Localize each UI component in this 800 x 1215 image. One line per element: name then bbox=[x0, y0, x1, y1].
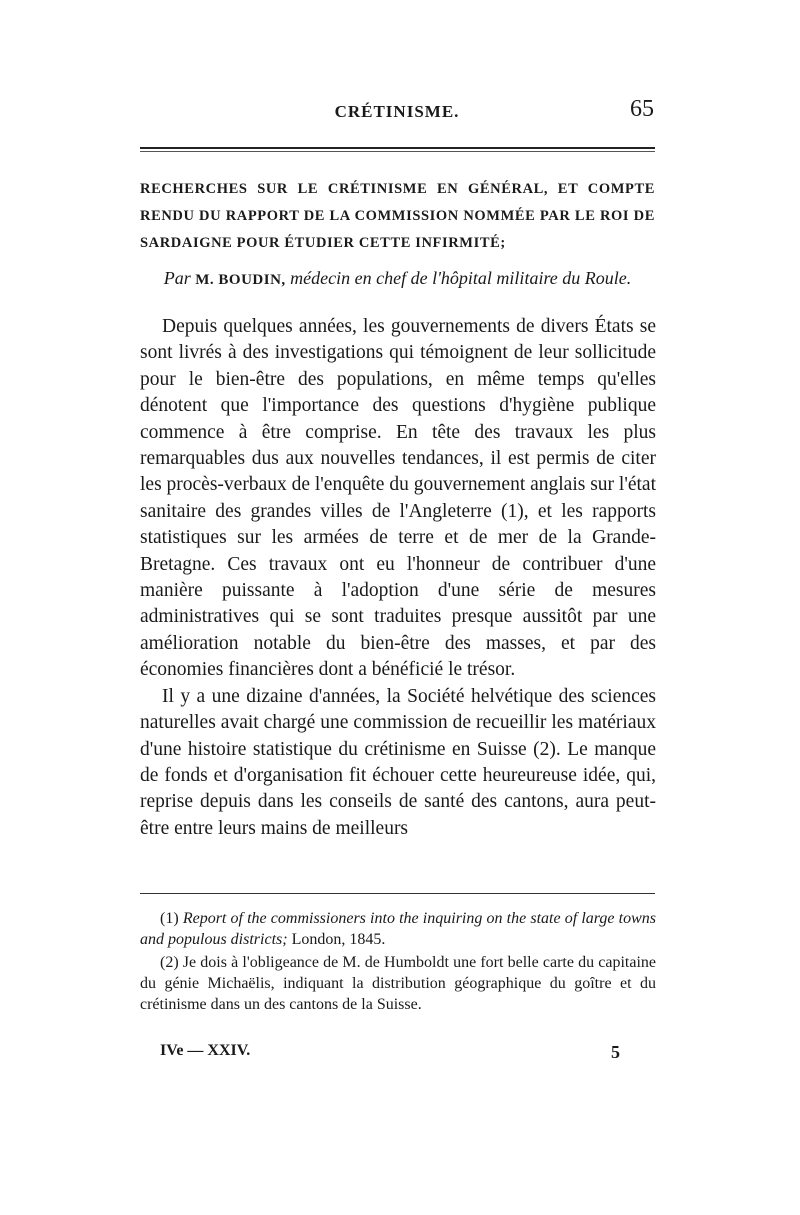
footnote-rule bbox=[140, 893, 655, 894]
body-text bbox=[140, 314, 656, 842]
paragraph: Depuis quelques années, les gouvernements de divers États se sont livrés à des investigations qui témoignent de leur sollicitude pour le bien-être des populations, en même temps qu'elles dénotent que l'importance des questions d'hygiène publique commence à être comprise. En tête des travaux les plus remarquables dus aux nouvelles tendances, il est permis de citer les procès-verbaux de l'enquête du gouvernement anglais sur l'état sanitaire des grandes villes de l'Angleterre (1), et les rapports statistiques sur les armées de terre et de mer de la Grande-Bretagne. Ces travaux ont eu l'honneur de contribuer d'une manière puissante à l'adoption d'une série de mesures administratives qui se sont traduites presque aussitôt par une amélioration notable du bien-être des masses, et par des économies financières dont a bénéficié le trésor. bbox=[140, 316, 657, 681]
footnote-1-title: Report of the commissioners into the inquiring on the state of large towns and populous districts; bbox=[140, 910, 656, 948]
signature-volume: IVe — XXIV. bbox=[160, 1042, 251, 1059]
footnote-1 bbox=[140, 908, 656, 950]
footnote-2: (2) Je dois à l'obligeance de M. de Humboldt une fort belle carte du capitaine du génie Michaëlis, indiquant la distribution géographique du goître et du crétinisme dans un des cantons de la Suisse. bbox=[140, 954, 656, 1013]
byline-suffix: médecin en chef de l'hôpital militaire du Roule. bbox=[290, 268, 632, 288]
article-title: RECHERCHES SUR LE CRÉTINISME EN GÉNÉRAL, ET COMPTE RENDU DU RAPPORT DE LA COMMISSION NOMMÉE PAR LE ROI DE SARDAIGNE POUR ÉTUDIER CETTE INFIRMITÉ; bbox=[140, 181, 655, 251]
footnote-1-marker: (1) bbox=[160, 910, 179, 927]
byline-prefix: Par bbox=[163, 268, 191, 288]
page-number: 65 bbox=[630, 96, 654, 122]
running-title: CRÉTINISME. bbox=[334, 102, 460, 121]
running-head bbox=[138, 96, 656, 126]
paragraph: Il y a une dizaine d'années, la Société helvétique des sciences naturelles avait chargé une commission de recueillir les matériaux d'une histoire statistique du crétinisme en Suisse (2). Le manque de fonds et d'organisation fit échouer cette heureureuse idée, qui, reprise depuis dans les conseils de santé des cantons, aura peut-être entre leurs mains de meilleurs bbox=[140, 685, 656, 839]
footnote-1-rest: London, 1845. bbox=[291, 931, 386, 948]
byline-author: M. BOUDIN, bbox=[195, 272, 286, 288]
printer-signature bbox=[160, 1042, 620, 1068]
header-rule-thin bbox=[140, 151, 655, 152]
footnotes bbox=[140, 908, 656, 1017]
header-rule bbox=[140, 147, 655, 149]
byline bbox=[140, 268, 655, 289]
signature-number: 5 bbox=[611, 1042, 620, 1062]
